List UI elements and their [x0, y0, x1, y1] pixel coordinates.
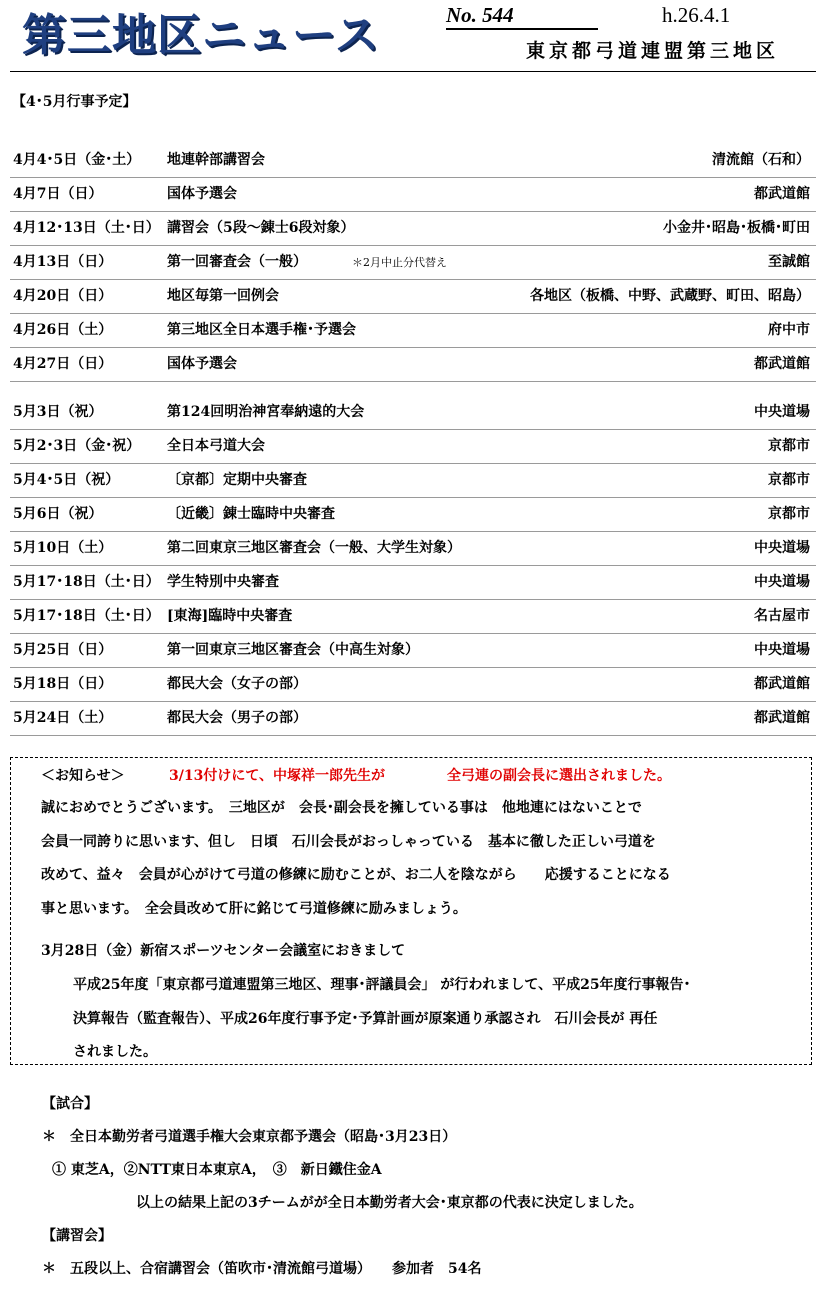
- schedule-row: [10, 430, 816, 464]
- event-name: 第二回東京三地区審査会（一般、大学生対象）: [167, 540, 461, 556]
- event-date: 4月13日（日）: [13, 254, 113, 270]
- event-date: 4月20日（日）: [13, 288, 113, 304]
- match-item: ＊ 全日本勤労者弓道選手権大会東京都予選会（昭島･3月23日）: [42, 1129, 457, 1145]
- schedule-title: 【4･5月行事予定】: [12, 94, 137, 110]
- april-schedule-table: [10, 144, 816, 382]
- notice-box: [10, 757, 812, 1065]
- event-place: 都武道館: [754, 356, 810, 372]
- event-place: 中央道場: [754, 642, 810, 658]
- event-date: 4月7日（日）: [13, 186, 103, 202]
- event-date: 4月4･5日（金･土）: [13, 152, 141, 168]
- event-place: 名古屋市: [754, 608, 810, 624]
- schedule-row: [10, 600, 816, 634]
- match-note: 以上の結果上記の3チームがが全日本勤労者大会･東京都の代表に決定しました。: [136, 1195, 643, 1211]
- issue-date: h.26.4.1: [662, 3, 731, 27]
- schedule-row: [10, 314, 816, 348]
- event-date: 5月17･18日（土･日）: [13, 574, 160, 590]
- event-name: 講習会（5段～錬士6段対象）: [167, 220, 355, 236]
- meeting-line: 平成25年度「東京都弓道連盟第三地区、理事･評議員会」 が行われまして、平成25年度行事報告･: [73, 977, 691, 993]
- may-schedule-table: [10, 396, 816, 736]
- event-date: 5月18日（日）: [13, 676, 113, 692]
- event-place: 至誠館: [768, 254, 810, 270]
- schedule-row: [10, 246, 816, 280]
- schedule-row: [10, 144, 816, 178]
- event-place: 中央道場: [754, 540, 810, 556]
- notice-body-line: 誠におめでとうございます。 三地区が 会長･副会長を擁している事は 他地連にはないことで: [41, 800, 642, 816]
- schedule-row: [10, 396, 816, 430]
- event-date: 5月6日（祝）: [13, 506, 103, 522]
- schedule-row: [10, 532, 816, 566]
- event-place: 都武道館: [754, 186, 810, 202]
- event-name: 地連幹部講習会: [167, 152, 265, 168]
- event-name: 地区毎第一回例会: [167, 288, 279, 304]
- event-date: 5月24日（土）: [13, 710, 113, 726]
- event-place: 京都市: [768, 438, 810, 454]
- match-result: ① 東芝A，②NTT東日本東京A， ③ 新日鐵住金A: [52, 1162, 382, 1178]
- header-divider: [10, 71, 816, 72]
- event-name: 〔近畿〕錬士臨時中央審査: [167, 506, 335, 522]
- seminar-section-title: 【講習会】: [42, 1228, 112, 1244]
- schedule-row: [10, 566, 816, 600]
- event-date: 5月17･18日（土･日）: [13, 608, 160, 624]
- notice-headline-1: 3/13付けにて、中塚祥一郎先生が: [169, 768, 386, 784]
- meeting-line: 決算報告（監査報告）、平成26年度行事予定･予算計画が原案通り承認され 石川会長が 再任: [73, 1011, 658, 1027]
- event-place: 各地区（板橋、中野、武蔵野、町田、昭島）: [530, 288, 810, 304]
- event-name: 国体予選会: [167, 356, 237, 372]
- event-place: 清流館（石和）: [712, 152, 810, 168]
- event-note: ＊2月中止分代替え: [352, 256, 447, 269]
- meeting-line: 3月28日（金）新宿スポーツセンター会議室におきまして: [41, 943, 406, 959]
- event-date: 5月4･5日（祝）: [13, 472, 120, 488]
- event-name: 全日本弓道大会: [167, 438, 265, 454]
- event-name: [東海]臨時中央審査: [167, 608, 293, 624]
- event-date: 4月27日（日）: [13, 356, 113, 372]
- notice-label: ＜お知らせ＞: [41, 768, 125, 784]
- schedule-row: [10, 280, 816, 314]
- organization-name: 東京都弓道連盟第三地区: [526, 40, 780, 62]
- schedule-row: [10, 702, 816, 736]
- event-name: 第一回審査会（一般）: [167, 254, 307, 270]
- event-place: 京都市: [768, 472, 810, 488]
- notice-body-line: 改めて、益々 会員が心がけて弓道の修練に励むことが、お二人を陰ながら 応援することになる: [41, 867, 671, 883]
- event-date: 5月10日（土）: [13, 540, 113, 556]
- notice-body-line: 事と思います。 全会員改めて肝に銘じて弓道修練に励みましょう。: [41, 901, 467, 917]
- schedule-row: [10, 498, 816, 532]
- seminar-item: ＊ 五段以上、合宿講習会（笛吹市･清流館弓道場） 参加者 54名: [42, 1261, 482, 1277]
- event-place: 中央道場: [754, 574, 810, 590]
- schedule-row: [10, 668, 816, 702]
- notice-headline-2: 全弓連の副会長に選出されました。: [447, 768, 671, 784]
- masthead-title: 第三地区ニュース: [22, 10, 380, 61]
- event-name: 都民大会（男子の部）: [167, 710, 307, 726]
- event-date: 4月12･13日（土･日）: [13, 220, 160, 236]
- event-place: 都武道館: [754, 710, 810, 726]
- event-date: 5月2･3日（金･祝）: [13, 438, 141, 454]
- match-section-title: 【試合】: [42, 1096, 98, 1112]
- event-name: 第三地区全日本選手権･予選会: [167, 322, 356, 338]
- event-name: 第124回明治神宮奉納遠的大会: [167, 404, 365, 420]
- event-place: 京都市: [768, 506, 810, 522]
- event-name: 都民大会（女子の部）: [167, 676, 307, 692]
- event-name: 学生特別中央審査: [167, 574, 279, 590]
- event-name: 第一回東京三地区審査会（中高生対象）: [167, 642, 419, 658]
- event-date: 5月3日（祝）: [13, 404, 103, 420]
- event-place: 小金井･昭島･板橋･町田: [663, 220, 810, 236]
- event-place: 中央道場: [754, 404, 810, 420]
- event-place: 府中市: [768, 322, 810, 338]
- event-date: 5月25日（日）: [13, 642, 113, 658]
- notice-body-line: 会員一同誇りに思います、但し 日頃 石川会長がおっしゃっている 基本に徹した正しい弓道を: [41, 834, 656, 850]
- event-place: 都武道館: [754, 676, 810, 692]
- event-name: 国体予選会: [167, 186, 237, 202]
- event-name: 〔京都〕定期中央審査: [167, 472, 307, 488]
- schedule-row: [10, 212, 816, 246]
- event-date: 4月26日（土）: [13, 322, 113, 338]
- schedule-row: [10, 178, 816, 212]
- schedule-row: [10, 464, 816, 498]
- issue-number: No. 544: [446, 2, 598, 30]
- meeting-line: されました。: [73, 1044, 157, 1060]
- schedule-row: [10, 348, 816, 382]
- schedule-row: [10, 634, 816, 668]
